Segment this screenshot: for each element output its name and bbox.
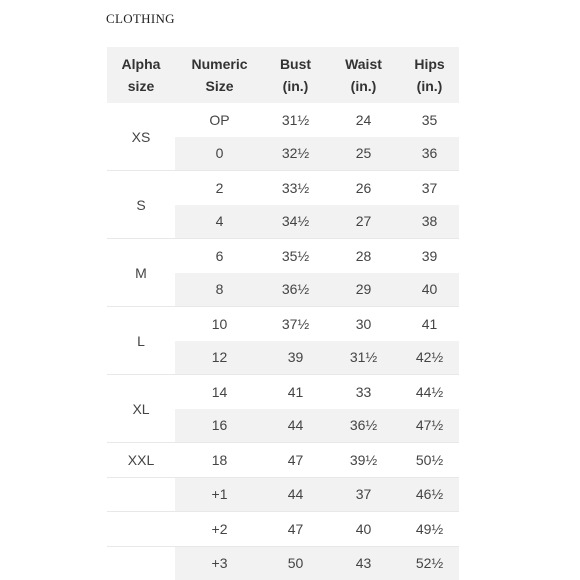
hips-cell: 49½ — [400, 512, 459, 547]
alpha-size-cell: XL — [107, 375, 175, 443]
waist-cell: 33 — [327, 375, 400, 409]
hips-cell: 50½ — [400, 443, 459, 478]
hips-cell: 35 — [421, 111, 438, 128]
header-waist — [327, 47, 400, 103]
numeric-cell: +3 — [175, 546, 264, 580]
bust-cell: 39 — [264, 341, 327, 375]
bust-cell: 37½ — [264, 307, 327, 341]
waist-cell: 39½ — [327, 443, 400, 478]
waist-cell: 25 — [327, 137, 400, 171]
numeric-cell: +1 — [175, 477, 264, 512]
numeric-cell: 0 — [175, 137, 264, 171]
header-hips — [400, 47, 459, 103]
header-line: Bust — [279, 56, 312, 72]
bust-cell: 31½ — [281, 111, 310, 128]
bust-cell: 50 — [264, 546, 327, 580]
bust-cell: 34½ — [264, 205, 327, 239]
header-line: Size — [205, 78, 234, 94]
table-row — [107, 546, 459, 580]
numeric-cell: OP — [209, 111, 230, 128]
bust-cell: 44 — [264, 409, 327, 443]
numeric-cell: 18 — [175, 443, 264, 478]
waist-cell: 37 — [327, 477, 400, 512]
table-row — [107, 239, 459, 273]
alpha-size-cell — [107, 512, 175, 547]
alpha-size-cell: S — [107, 171, 175, 239]
hips-cell: 38 — [400, 205, 459, 239]
waist-cell: 28 — [327, 239, 400, 273]
table-body — [107, 103, 459, 580]
alpha-size-cell — [107, 477, 175, 512]
header-numeric-size — [175, 47, 264, 103]
alpha-size-cell: L — [107, 307, 175, 375]
waist-cell: 31½ — [327, 341, 400, 375]
hips-cell: 46½ — [400, 477, 459, 512]
alpha-size-cell — [107, 546, 175, 580]
hips-cell: 40 — [400, 273, 459, 307]
bust-cell: 41 — [264, 375, 327, 409]
bust-cell: 36½ — [264, 273, 327, 307]
waist-cell: 26 — [327, 171, 400, 205]
waist-cell: 36½ — [327, 409, 400, 443]
bust-cell: 47 — [264, 443, 327, 478]
header-line: (in.) — [282, 78, 309, 94]
waist-cell: 27 — [327, 205, 400, 239]
size-chart-table — [107, 47, 459, 580]
hips-cell: 37 — [400, 171, 459, 205]
header-line: Alpha — [121, 56, 161, 72]
numeric-cell: 10 — [175, 307, 264, 341]
numeric-cell: 2 — [175, 171, 264, 205]
header-line: size — [127, 78, 155, 94]
table-row — [107, 171, 459, 205]
hips-cell: 41 — [400, 307, 459, 341]
bust-cell: 44 — [264, 477, 327, 512]
header-line: (in.) — [416, 78, 443, 94]
table-row — [107, 477, 459, 512]
table-row — [107, 512, 459, 547]
numeric-cell: 16 — [175, 409, 264, 443]
bust-cell: 35½ — [264, 239, 327, 273]
table-row — [107, 375, 459, 409]
table-row — [107, 443, 459, 478]
bust-cell: 47 — [264, 512, 327, 547]
header-bust — [264, 47, 327, 103]
waist-cell: 30 — [327, 307, 400, 341]
hips-cell: 36 — [400, 137, 459, 171]
numeric-cell: 6 — [175, 239, 264, 273]
header-line: (in.) — [350, 78, 377, 94]
header-line: Waist — [345, 56, 382, 72]
hips-cell: 44½ — [400, 375, 459, 409]
hips-cell: 47½ — [400, 409, 459, 443]
waist-cell: 24 — [355, 111, 372, 128]
header-line: Hips — [414, 56, 445, 72]
table-row — [107, 103, 459, 137]
alpha-size-cell: XS — [107, 103, 175, 171]
waist-cell: 43 — [327, 546, 400, 580]
alpha-size-cell: M — [107, 239, 175, 307]
numeric-cell: 12 — [175, 341, 264, 375]
hips-cell: 42½ — [400, 341, 459, 375]
numeric-cell: +2 — [175, 512, 264, 547]
bust-cell: 33½ — [264, 171, 327, 205]
page-title: CLOTHING — [106, 11, 175, 26]
header-row — [107, 47, 459, 103]
bust-cell: 32½ — [264, 137, 327, 171]
numeric-cell: 8 — [175, 273, 264, 307]
alpha-size-cell: XXL — [107, 443, 175, 478]
waist-cell: 40 — [327, 512, 400, 547]
hips-cell: 39 — [400, 239, 459, 273]
waist-cell: 29 — [327, 273, 400, 307]
table-row — [107, 307, 459, 341]
numeric-cell: 14 — [175, 375, 264, 409]
numeric-cell: 4 — [175, 205, 264, 239]
header-alpha-size — [107, 47, 175, 103]
hips-cell: 52½ — [400, 546, 459, 580]
header-line: Numeric — [191, 56, 248, 72]
